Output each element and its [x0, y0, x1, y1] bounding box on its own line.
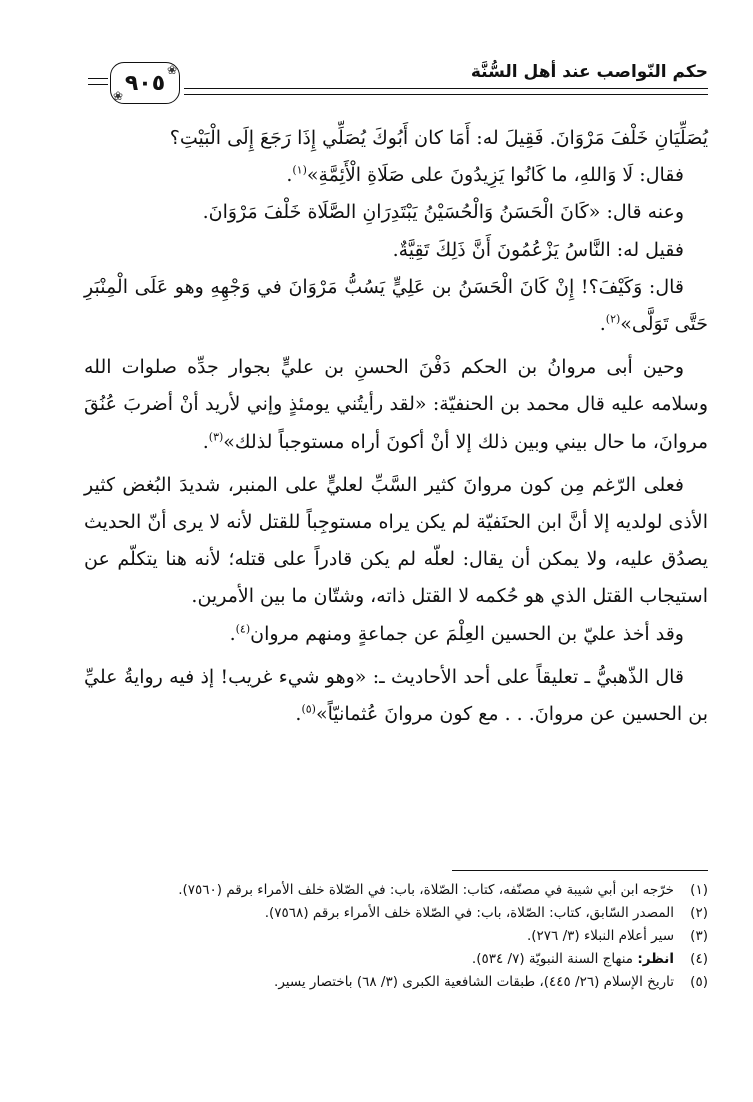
footnote-ref: (١)	[292, 163, 307, 177]
header-rule	[184, 88, 708, 89]
footnote	[84, 926, 708, 947]
footnote-number: (١)	[690, 882, 708, 898]
footnote-ref: (٤)	[235, 622, 251, 636]
paragraph: وقد أخذ عليّ بن الحسين العِلْمَ عن جماعةٍ ومنهم مروان$^{(٤)}$.	[229, 622, 684, 645]
paragraph: فقيل له: النَّاسُ يَزْعُمُونَ أَنَّ ذَلِكَ تَقِيَّةٌ.	[392, 238, 684, 261]
footnote-text: المصدر السّابق، كتاب: الصّلاة، باب: في الصّلاة خلف الأمراء برقم (٧٥٦٨).	[264, 905, 674, 921]
page-number-badge	[110, 62, 180, 104]
footnote-text: سير أعلام النبلاء (٣/ ٢٧٦).	[526, 928, 674, 944]
footnote-text: خرّجه ابن أبي شيبة في مصنّفه، كتاب: الصّلاة، باب: في الصّلاة خلف الأمراء برقم (٧٥٦٠).	[178, 882, 674, 898]
paragraph: فعلى الرّغم مِن كون مروانَ كثير السَّبِّ لعليٍّ على المنبر، شديدَ البُغض كثير الأذى لولديه إلا أنَّ ابن الحنَفيّة لم يكن يراه مستوجِباً للقتل لأنه لا يرى أنّ الحديث يصدُق عليه، ولا يمكن أن يقال: لعلّه لم يكن قادراً على قتله؛ لأنه هنا يتكلّم عن استيجاب القتل الذي هو حُكمه لا القتل ذاته، وشتّان ما بين الأمرين.	[84, 473, 708, 608]
paragraph: قال: وَكَيْفَ؟! إِنْ كَانَ الْحَسَنُ بن عَلِيٍّ يَسُبُّ مَرْوَانَ في وَجْهِهِ وهو عَلَى الْمِنْبَرِ حَتَّى تَوَلَّى»$^{(٢)}$.	[84, 275, 708, 336]
paragraph: فقال: لَا وَاللهِ، ما كَانُوا يَزِيدُونَ على صَلَاةِ الْأَئِمَّةِ»$^{(١)}$.	[286, 163, 684, 187]
paragraph: وعنه قال: «كَانَ الْحَسَنُ وَالْحُسَيْنُ يَبْتَدِرَانِ الصَّلَاة خَلْفَ مَرْوَانَ.	[202, 201, 684, 224]
footnote-number: (٢)	[690, 905, 708, 921]
footnote	[84, 949, 708, 970]
footnote	[84, 903, 708, 924]
main-text	[84, 120, 708, 733]
footnote-number: (٤)	[690, 951, 708, 967]
footnote-label: انظر:	[637, 951, 674, 967]
page-number: ٩٠٥	[124, 70, 166, 96]
footnote-number: (٥)	[690, 974, 708, 990]
header-rule	[184, 94, 708, 95]
footnote-ref: (٥)	[301, 702, 316, 716]
footnotes	[84, 880, 708, 995]
footnote	[84, 880, 708, 901]
footnote-ref: (٢)	[605, 312, 621, 326]
footnote-number: (٣)	[690, 928, 708, 944]
page-header	[88, 58, 708, 106]
footnote-text: انظر: منهاج السنة النبويّة (٧/ ٥٣٤).	[471, 951, 674, 967]
paragraph: قال الذّهبيُّ ـ تعليقاً على أحد الأحاديث ـ: «وهو شيء غريب! إذ فيه روايةُ عليِّ بن الحسين عن مروانَ. . . مع كون مروانَ عُثمانيّاً»$^{(٥)}$.	[84, 665, 708, 726]
flower-ornament-icon: ❀	[166, 63, 177, 77]
header-rule-left	[88, 84, 108, 85]
paragraph: وحين أبى مروانُ بن الحكم دَفْنَ الحسنِ بن عليٍّ بجوار جدِّه صلوات الله وسلامه عليه قال محمد بن الحنفيّة: «لقد رأيتُني يومئذٍ وإني لأريد أنْ أضربَ عُنُقَ مروانَ، ما حال بيني وبين ذلك إلا أنْ أكونَ أراه مستوجباً لذلك»$^{(٣)}$.	[84, 356, 708, 453]
header-rule-left	[88, 78, 108, 79]
footnote	[84, 972, 708, 993]
running-title: حكم النّواصب عند أهل السُّنَّة	[470, 62, 708, 82]
flower-ornament-icon: ❀	[113, 89, 124, 103]
footnote-ref: (٣)	[208, 430, 224, 444]
footnote-text: تاريخ الإسلام (٢٦/ ٤٤٥)، طبقات الشافعية الكبرى (٣/ ٦٨) باختصار يسير.	[274, 974, 674, 990]
footnote-separator	[452, 870, 708, 871]
paragraph: يُصَلِّيَانِ خَلْفَ مَرْوَانَ. فَقِيلَ له: أَمَا كان أَبُوكَ يُصَلِّي إِذَا رَجَعَ إِلَى الْبَيْتِ؟	[169, 127, 708, 149]
